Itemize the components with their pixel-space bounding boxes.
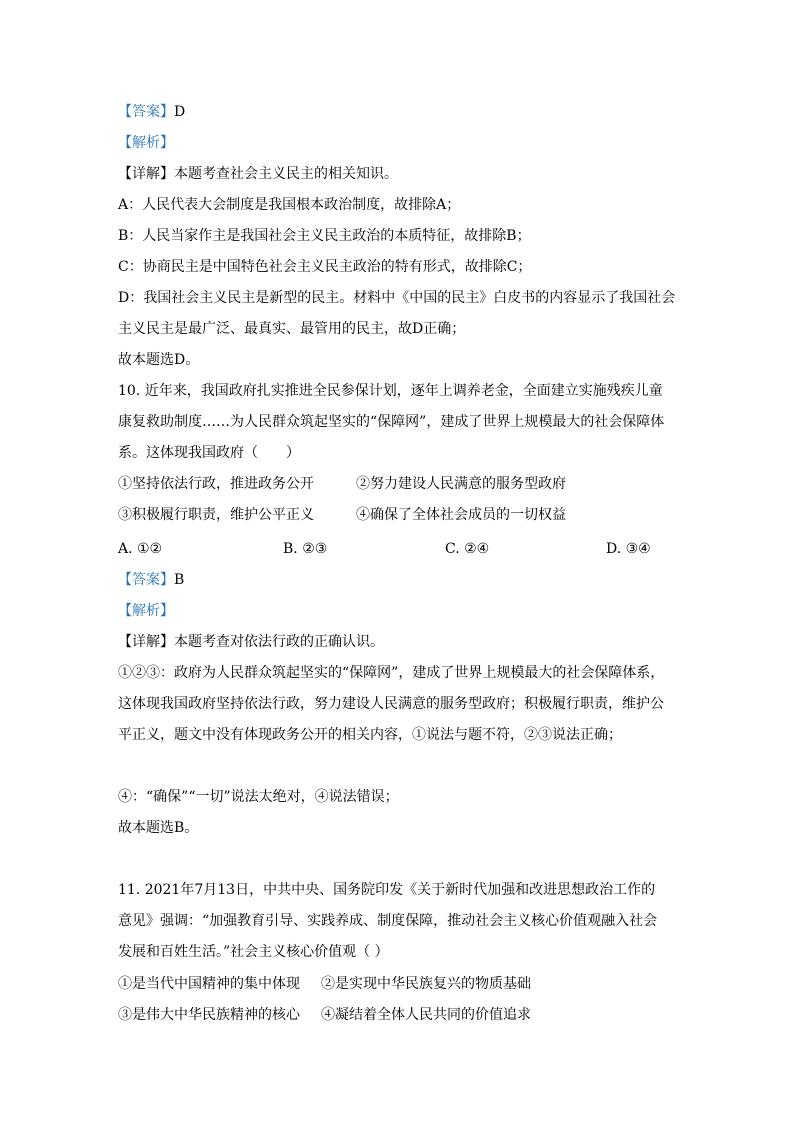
q10-explanation-2: 这体现我国政府坚持依法行政，努力建设人民满意的服务型政府；积极履行职责，维护公: [118, 696, 664, 712]
q11-statement-1: ①是当代中国精神的集中体现: [118, 976, 300, 992]
q9-conclusion: 故本题选D。: [118, 352, 200, 368]
answer-tag: 【答案】: [118, 104, 174, 120]
q11-stem-3: 发展和百姓生活。”社会主义核心价值观（ ）: [118, 944, 389, 960]
q10-choice-a: A. ①②: [118, 541, 163, 557]
q10-explanation-4: ④：“确保”“一切”说法太绝对，④说法错误；: [118, 789, 399, 805]
q10-detail-line: [118, 632, 384, 652]
q11-statement-4: ④凝结着全体人民共同的价值追求: [321, 1007, 531, 1023]
q9-analysis-line: [118, 133, 174, 153]
q11-statement-2: ②是实现中华民族复兴的物质基础: [321, 976, 531, 992]
q9-detail-line: [118, 164, 398, 184]
detail-text: 本题考查社会主义民主的相关知识。: [174, 166, 398, 182]
q10-answer-line: [118, 570, 184, 590]
detail-tag: 【详解】: [118, 634, 174, 650]
q10-stem-2: 康复救助制度……为人民群众筑起坚实的“保障网”，建成了世界上规模最大的社会保障体: [118, 414, 665, 430]
q9-line-a: A：人民代表大会制度是我国根本政治制度，故排除A；: [118, 197, 461, 213]
q10-conclusion: 故本题选B。: [118, 820, 199, 836]
q10-statement-2: ②努力建设人民满意的服务型政府: [356, 476, 566, 492]
analysis-tag: 【解析】: [118, 603, 174, 619]
q10-explanation-3: 平正义，题文中没有体现政务公开的相关内容，①说法与题不符，②③说法正确；: [118, 727, 622, 743]
q10-stem-3: 系。这体现我国政府（ ）: [118, 445, 300, 461]
q9-answer-line: [118, 102, 185, 122]
q10-analysis-line: [118, 601, 174, 621]
detail-text: 本题考查对依法行政的正确认识。: [174, 634, 384, 650]
analysis-tag: 【解析】: [118, 135, 174, 151]
q11-statement-3: ③是伟大中华民族精神的核心: [118, 1007, 300, 1023]
q9-line-d1: D：我国社会主义民主是新型的民主。材料中《中国的民主》白皮书的内容显示了我国社会: [118, 290, 676, 306]
q9-line-b: B：人民当家作主是我国社会主义民主政治的本质特征，故排除B；: [118, 228, 531, 244]
q10-stem-1: 10. 近年来，我国政府扎实推进全民参保计划，逐年上调养老金，全面建立实施残疾儿童: [118, 383, 663, 399]
q10-statement-3: ③积极履行职责，维护公平正义: [118, 507, 314, 523]
q10-choice-d: D. ③④: [606, 541, 651, 557]
q9-line-d2: 主义民主是最广泛、最真实、最管用的民主，故D正确；: [118, 321, 466, 337]
detail-tag: 【详解】: [118, 166, 174, 182]
q11-stem-2: 意见》强调：“加强教育引导、实践养成、制度保障，推动社会主义核心价值观融入社会: [118, 913, 658, 929]
answer-value: D: [174, 104, 186, 120]
q11-stem-1: 11. 2021年7月13日，中共中央、国务院印发《关于新时代加强和改进思想政治工作的: [118, 882, 656, 898]
q10-statement-1: ①坚持依法行政，推进政务公开: [118, 476, 314, 492]
answer-tag: 【答案】: [118, 572, 174, 588]
q10-explanation-1: ①②③：政府为人民群众筑起坚实的“保障网”，建成了世界上规模最大的社会保障体系，: [118, 665, 665, 681]
answer-value: B: [174, 572, 185, 588]
q10-choice-b: B. ②③: [283, 541, 328, 557]
q9-line-c: C：协商民主是中国特色社会主义民主政治的特有形式，故排除C；: [118, 259, 532, 275]
q10-statement-4: ④确保了全体社会成员的一切权益: [356, 507, 566, 523]
q10-choice-c: C. ②④: [445, 541, 490, 557]
